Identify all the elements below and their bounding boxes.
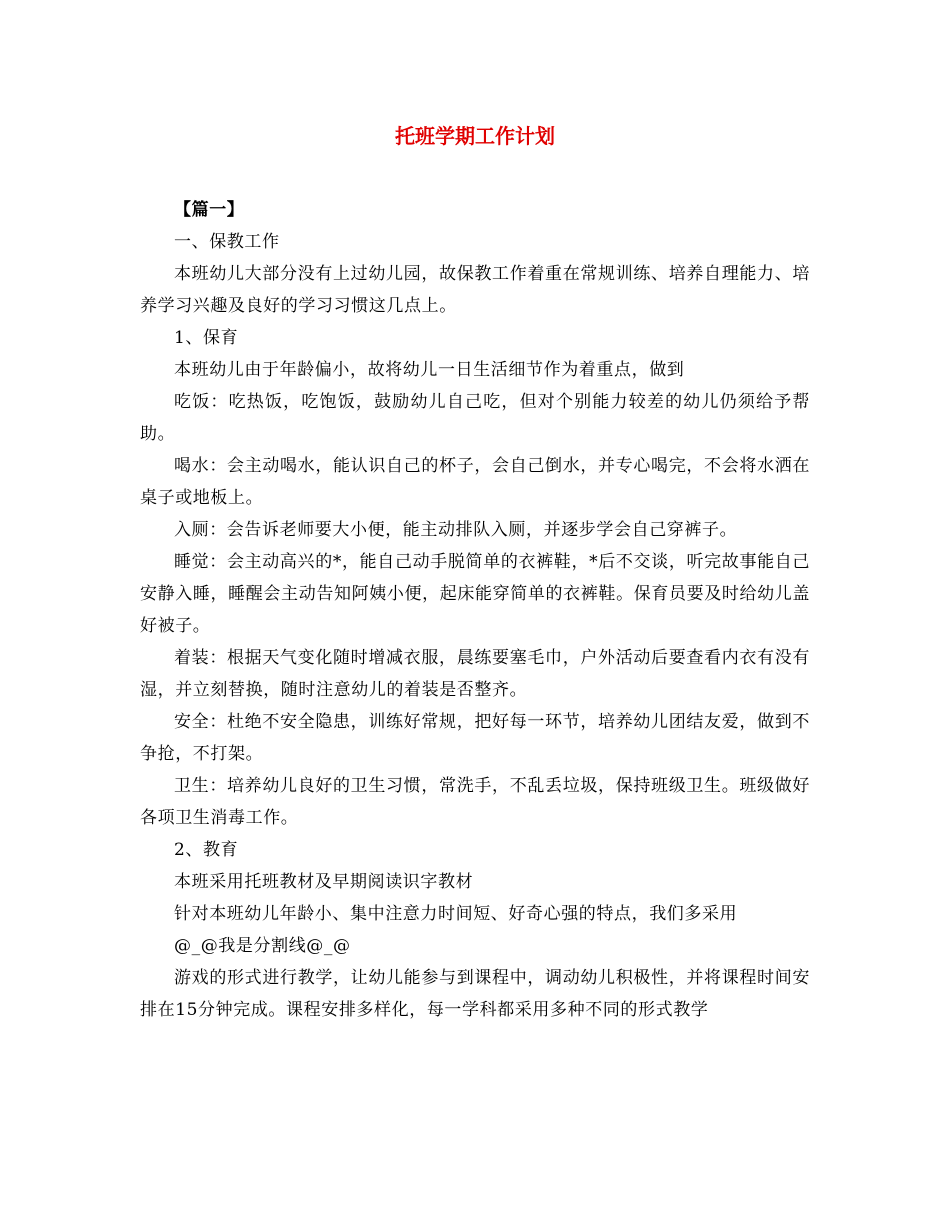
paragraph: 安全：杜绝不安全隐患，训练好常规，把好每一环节，培养幼儿团结友爱，做到不争抢，不打架。 [140, 712, 810, 764]
paragraph: 入厕：会告诉老师要大小便，能主动排队入厕，并逐步学会自己穿裤子。 [174, 520, 738, 540]
paragraph: 睡觉：会主动高兴的*，能自己动手脱简单的衣裤鞋，*后不交谈，听完故事能自己安静入睡，睡醒会主动告知阿姨小便，起床能穿简单的衣裤鞋。保育员要及时给幼儿盖好被子。 [140, 552, 810, 636]
paragraph: 本班幼儿大部分没有上过幼儿园，故保教工作着重在常规训练、培养自理能力、培养学习兴趣及良好的学习习惯这几点上。 [140, 264, 810, 316]
paragraph: 游戏的形式进行教学，让幼儿能参与到课程中，调动幼儿积极性，并将课程时间安排在15分钟完成。课程安排多样化，每一学科都采用多种不同的形式教学 [140, 968, 810, 1020]
section-label: 【篇一】 [174, 200, 245, 220]
paragraph: 喝水：会主动喝水，能认识自己的杯子，会自己倒水，并专心喝完，不会将水洒在桌子或地板上。 [140, 456, 810, 508]
separator-text: @_@我是分割线@_@ [174, 936, 351, 956]
paragraph: 本班采用托班教材及早期阅读识字教材 [174, 872, 474, 892]
paragraph: 着装：根据天气变化随时增减衣服，晨练要塞毛巾，户外活动后要查看内衣有没有湿，并立刻替换，随时注意幼儿的着装是否整齐。 [140, 648, 810, 700]
paragraph: 吃饭：吃热饭，吃饱饭，鼓励幼儿自己吃，但对个别能力较差的幼儿仍须给予帮助。 [140, 392, 810, 444]
paragraph: 针对本班幼儿年龄小、集中注意力时间短、好奇心强的特点，我们多采用 [174, 904, 738, 924]
subsection-heading: 2、教育 [174, 840, 239, 860]
paragraph: 本班幼儿由于年龄偏小，故将幼儿一日生活细节作为着重点，做到 [174, 360, 685, 380]
document-body [140, 194, 810, 1026]
paragraph: 卫生：培养幼儿良好的卫生习惯，常洗手，不乱丢垃圾，保持班级卫生。班级做好各项卫生消毒工作。 [140, 776, 810, 828]
subsection-heading: 1、保育 [174, 328, 239, 348]
document-title: 托班学期工作计划 [395, 124, 555, 148]
section-heading: 一、保教工作 [174, 232, 280, 252]
